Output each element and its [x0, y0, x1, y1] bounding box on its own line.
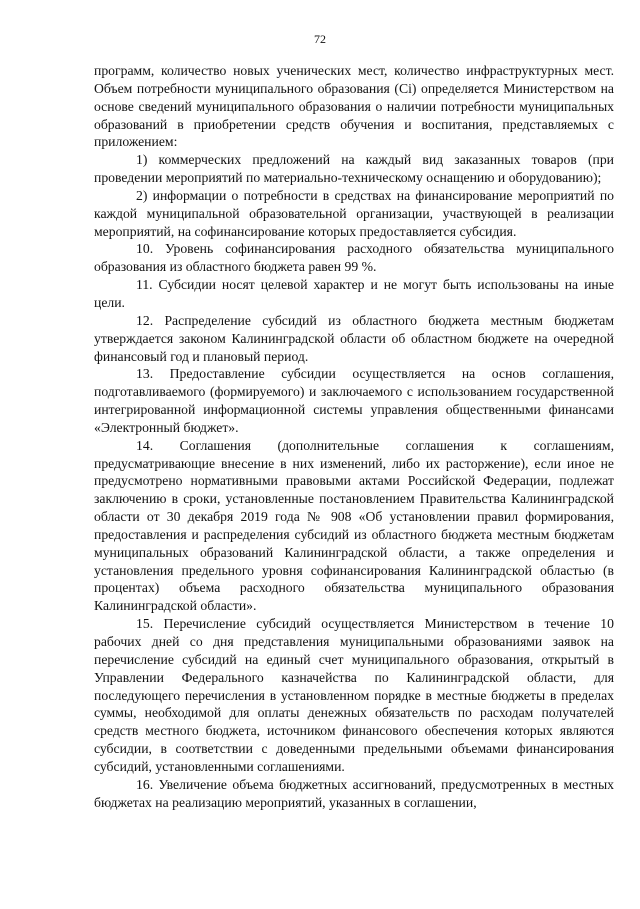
paragraph-16: 16. Увеличение объема бюджетных ассигнований, предусмотренных в местных бюджетах на реализацию мероприятий, указанных в соглашении,	[94, 776, 614, 810]
paragraph-14: 14. Соглашения (дополнительные соглашения к соглашениям, предусматривающие внесение в них изменений, либо их расторжение), если иное не предусмотрено нормативными правовыми актами Российской Федерации, подлежат заключению в сроки, установленные постановлением Правительства Калининградской области от 30 декабря 2019 года № 908 «Об установлении правил формирования, предоставления и распределения субсидий из областного бюджета местным бюджетам муниципальных образований Калининградской области, а также определения и установления предельного уровня софинансирования Калининградской областью (в процентах) объема расходного обязательства муниципального образования Калининградской области».	[94, 437, 614, 614]
paragraph-continuation: программ, количество новых ученических мест, количество инфраструктурных мест. Объем потребности муниципального образования (Ci) определяется Министерством на основе сведений муниципального образования о наличии потребности муниципальных образований в приобретении средств обучения и воспитания, представляемых с приложением:	[94, 63, 614, 150]
paragraph-item-1: 1) коммерческих предложений на каждый вид заказанных товаров (при проведении мероприятий по материально-техническому оснащению и оборудованию);	[94, 152, 614, 186]
paragraph-item-2: 2) информации о потребности в средствах на финансирование мероприятий по каждой муниципальной образовательной организации, участвующей в реализации мероприятий, на софинансирование которых предоставляется субсидия.	[94, 187, 614, 239]
document-body	[94, 62, 614, 811]
page-number: 72	[314, 32, 326, 46]
paragraph-13: 13. Предоставление субсидии осуществляется на основ соглашения, подготавливаемого (формируемого) и заключаемого с использованием государственной интегрированной информационной системы управления общественными финансами «Электронный бюджет».	[94, 366, 614, 435]
paragraph-12: 12. Распределение субсидий из областного бюджета местным бюджетам утверждается законом Калининградской области об областном бюджете на очередной финансовый год и плановый период.	[94, 312, 614, 364]
paragraph-15: 15. Перечисление субсидий осуществляется Министерством в течение 10 рабочих дней со дня представления муниципальными образованиями заявок на перечисление субсидий на единый счет муниципального образования, открытый в Управлении Федерального казначейства по Калининградской области, для последующего перечисления в установленном порядке в местные бюджеты в пределах суммы, необходимой для оплаты денежных обязательств по расходам получателей средств местного бюджета, источником финансового обеспечения которых являются субсидии, в соответствии с доведенными предельными объемами финансирования субсидий, установленными соглашениями.	[94, 616, 614, 774]
paragraph-10: 10. Уровень софинансирования расходного обязательства муниципального образования из областного бюджета равен 99 %.	[94, 241, 614, 275]
paragraph-11: 11. Субсидии носят целевой характер и не могут быть использованы на иные цели.	[94, 277, 614, 310]
